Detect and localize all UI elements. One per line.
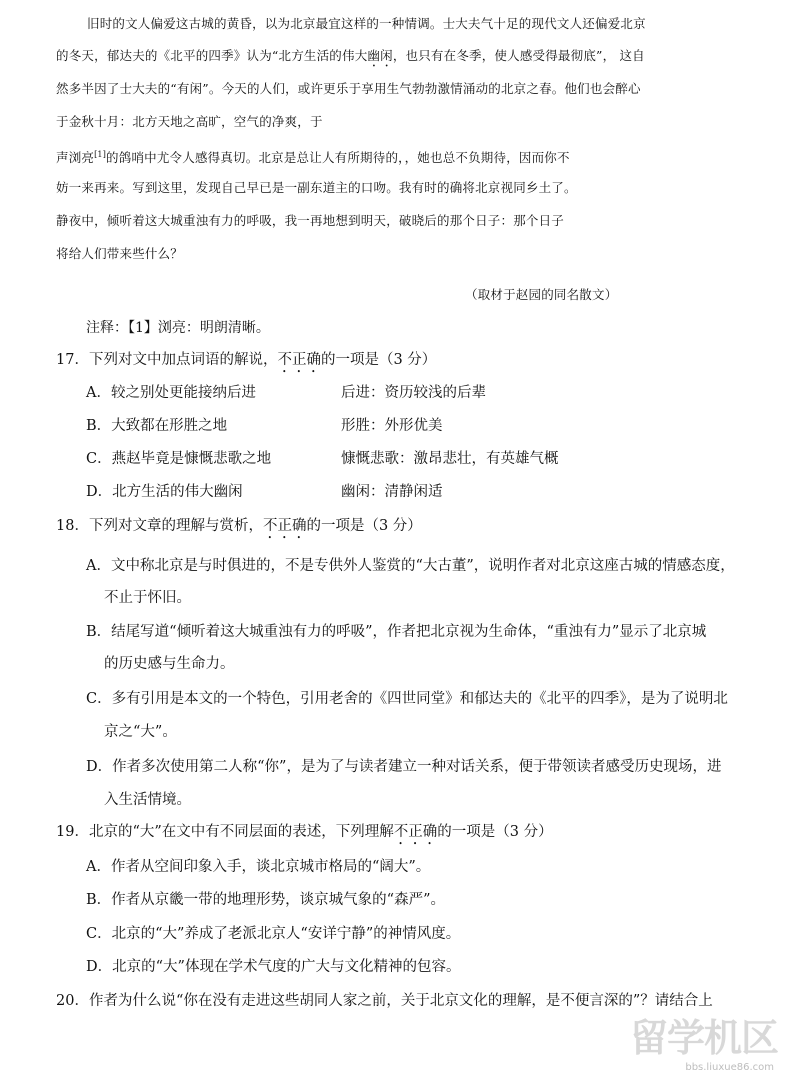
question-19-stem: 19．北京的“大”在文中有不同层面的表述，下列理解不正确的一项是（3 分） [56,824,553,840]
passage-source: （取材于赵园的同名散文） [465,287,618,302]
footnote-marker: [1] [94,150,107,159]
q17-option-a: A．较之别处更能接纳后进 [86,385,256,401]
q19-option-c: C．北京的“大”养成了老派北京人“安详宁静”的神情风度。 [86,926,461,942]
passage-note: 注释：【1】浏亮：明朗清晰。 [86,320,270,336]
passage-line-7: 静夜中，倾听着这大城重浊有力的呼吸，我一再地想到明天，破晓后的那个日子：那个日子 [56,213,565,228]
passage-line-1: 旧时的文人偏爱这古城的黄昏，以为北京最宜这样的一种情调。士大夫气十足的现代文人还偏爱北京 [87,16,646,31]
passage-line-3: 然多半因了士大夫的“有闲”。今天的人们，或许更乐于享用生气勃勃激情涌动的北京之春。他们也会醉心 [56,81,641,96]
q17-option-d: D．北方生活的伟大幽闲 [86,484,243,500]
q18-option-b-line-2: 的历史感与生命力。 [104,656,235,672]
passage-line-2: 的冬天，郁达夫的《北平的四季》认为“北方生活的伟大幽闲，也只有在冬季，使人感受得最彻底”， 这自 [56,48,645,63]
q17-option-c: C．燕赵毕竟是慷慨悲歌之地 [86,451,272,467]
q19-option-b: B．作者从京畿一带的地理形势，谈京城气象的“森严”。 [86,892,445,908]
q19-option-d: D．北京的“大”体现在学术气度的广大与文化精神的包容。 [86,959,461,975]
q17-option-d-gloss: 幽闲：清静闲适 [341,484,443,500]
q19-option-a: A．作者从空间印象入手，谈北京城市格局的“阔大”。 [86,859,431,875]
question-17-stem: 17．下列对文中加点词语的解说，不正确的一项是（3 分） [56,352,437,368]
watermark-logo: 留学机区 [629,1016,778,1060]
passage-line-8: 将给人们带来些什么？ [56,246,184,261]
q18-option-a-line-2: 不止于怀旧。 [104,590,191,606]
q18-option-d-line-1: D．作者多次使用第二人称“你”，是为了与读者建立一种对话关系，便于带领读者感受历史现场，进 [86,759,722,775]
q18-option-b-line-1: B．结尾写道“倾听着这大城重浊有力的呼吸”，作者把北京视为生命体，“重浊有力”显示了北京城 [86,624,707,640]
passage-line-4: 于金秋十月：北方天地之高旷，空气的净爽，于 [56,114,323,129]
passage-line-5: 声浏亮[1]的鸽哨中尤令人感得真切。北京是总让人有所期待的，，她也总不负期待，因而你不 [56,150,570,166]
watermark [618,1016,778,1082]
q17-option-a-gloss: 后进：资历较浅的后辈 [341,385,486,401]
q18-option-a-line-1: A．文中称北京是与时俱进的，不是专供外人鉴赏的“大古董”，说明作者对北京这座古城的情感态度， [86,558,735,574]
q17-option-b-gloss: 形胜：外形优美 [341,418,443,434]
q17-option-b: B．大致都在形胜之地 [86,418,228,434]
question-18-stem: 18．下列对文章的理解与赏析，不正确的一项是（3 分） [56,518,422,534]
passage-line-6: 妨一来再来。写到这里，发现自己早已是一副东道主的口吻。我有时的确将北京视同乡土了。 [56,180,577,195]
q18-option-d-line-2: 入生活情境。 [104,792,191,808]
q17-option-c-gloss: 慷慨悲歌：激昂悲壮，有英雄气概 [341,451,559,467]
question-20-stem: 20．作者为什么说“你在没有走进这些胡同人家之前，关于北京文化的理解，是不便言深的”？请结合上 [56,993,713,1009]
q18-option-c-line-2: 京之“大”。 [104,724,177,740]
emphasized-word: 幽闲 [367,48,393,63]
q18-option-c-line-1: C．多有引用是本文的一个特色，引用老舍的《四世同堂》和郁达夫的《北平的四季》，是为了说明北 [86,691,728,707]
watermark-url: bbs.liuxue86.com [685,1062,774,1073]
